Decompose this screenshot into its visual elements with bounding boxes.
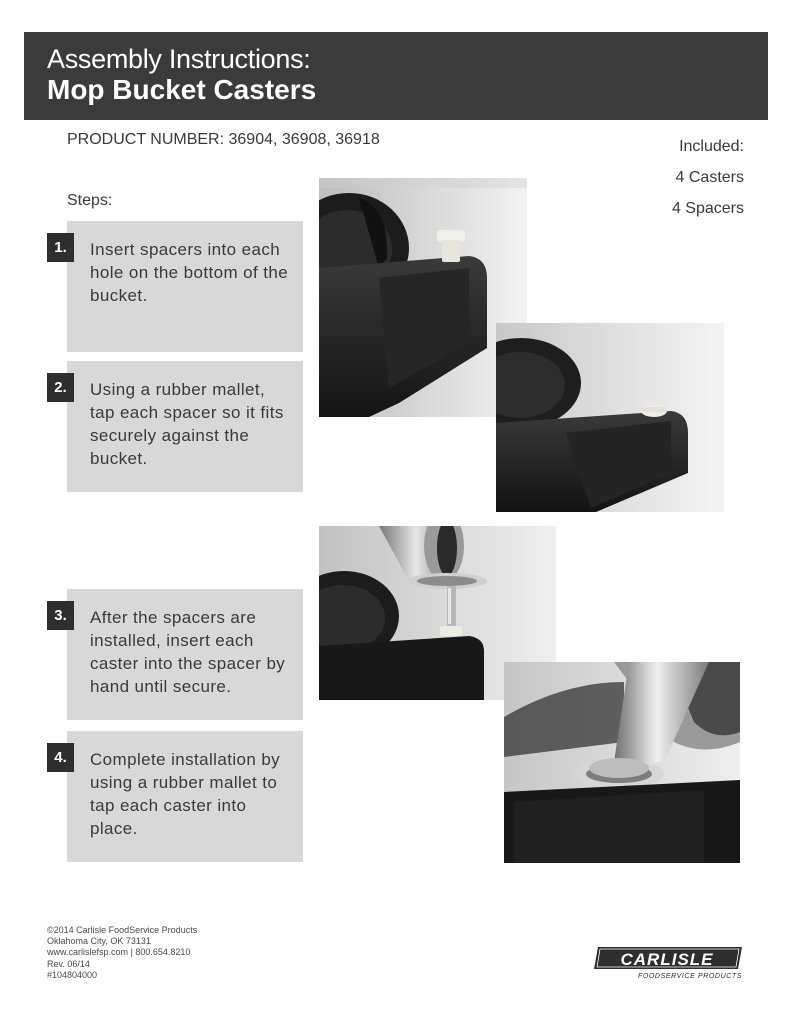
step-number-badge: 1. <box>47 233 74 262</box>
photo-step-2 <box>496 323 724 512</box>
title-line-2: Mop Bucket Casters <box>47 74 317 105</box>
included-item: 4 Spacers <box>671 200 744 217</box>
step-4-box <box>54 731 303 862</box>
step-1-box <box>54 221 303 352</box>
included-heading: Included: <box>679 138 744 155</box>
step-number-badge: 2. <box>47 373 74 402</box>
logo-wordmark: CARLISLE <box>620 950 714 969</box>
carlisle-logo <box>592 945 744 981</box>
included-list <box>672 131 744 224</box>
product-number: PRODUCT NUMBER: 36904, 36908, 36918 <box>67 131 380 148</box>
step-3-box <box>54 589 303 720</box>
title-banner <box>24 32 768 120</box>
footer-contact: www.carlislefsp.com | 800.654.8210 <box>47 947 191 958</box>
footer-copyright: ©2014 Carlisle FoodService Products <box>47 925 198 935</box>
footer-doc-number: #104804000 <box>47 969 98 980</box>
footer-info <box>47 925 197 981</box>
photo-step-4 <box>504 662 740 863</box>
step-2-box <box>54 361 303 492</box>
title-line-1: Assembly Instructions: <box>47 44 311 74</box>
step-text: Insert spacers into each hole on the bottom of the bucket. <box>90 240 289 305</box>
included-item: 4 Casters <box>675 169 744 186</box>
footer-revision: Rev. 06/14 <box>47 958 90 969</box>
step-number-badge: 3. <box>47 601 74 630</box>
logo-tagline: FOODSERVICE PRODUCTS <box>637 973 743 980</box>
footer-address: Oklahoma City, OK 73131 <box>47 936 151 947</box>
step-text: Using a rubber mallet, tap each spacer so it fits securely against the bucket. <box>90 380 284 468</box>
step-text: Complete installation by using a rubber mallet to tap each caster into place. <box>90 750 281 838</box>
step-text: After the spacers are installed, insert each caster into the spacer by hand until secure. <box>90 608 286 696</box>
steps-label: Steps: <box>67 192 113 209</box>
step-number-badge: 4. <box>47 743 74 772</box>
